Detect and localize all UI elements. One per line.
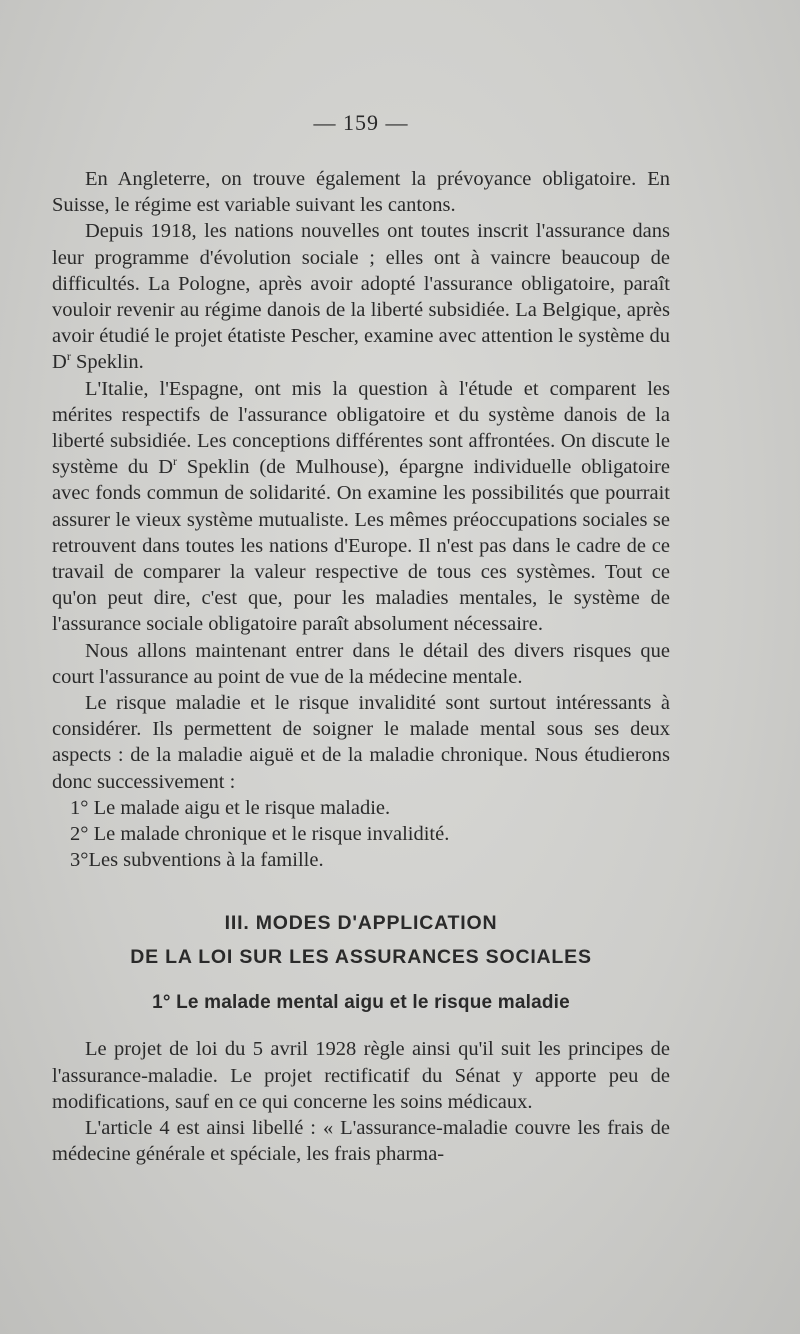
section-heading-line-2: DE LA LOI SUR LES ASSURANCES SOCIALES xyxy=(130,946,592,969)
doctor-abbrev-sup: r xyxy=(173,454,178,469)
paragraph-england-switzerland: En Angleterre, on trouve également la prévoyance obligatoire. En Suisse, le régime est variable suivant les cantons. xyxy=(52,168,670,217)
page-number: — 159 — xyxy=(313,110,409,135)
list-item: 2° Le malade chronique et le risque invalidité. xyxy=(70,823,450,846)
list-item: 3°Les subventions à la famille. xyxy=(70,849,324,872)
section-heading-line-1: III. MODES D'APPLICATION xyxy=(224,912,498,935)
paragraph-new-nations-end: Speklin. xyxy=(70,351,144,374)
list-item: 1° Le malade aigu et le risque maladie. xyxy=(70,796,391,819)
paragraph-risks-intro: Nous allons maintenant entrer dans le détail des divers risques que court l'assurance au point de vue de la médecine mentale. xyxy=(52,639,670,688)
doctor-abbrev-sup: r xyxy=(66,349,71,364)
paragraph-italy-spain-text: L'Italie, l'Espagne, ont mis la question à l'étude et comparent les mérites respectifs de l'assurance obligatoire et du système danois de la liberté subsidiée. Les conceptions différentes sont affrontées. On discute le système du D xyxy=(52,377,670,479)
paragraph-article-4: L'article 4 est ainsi libellé : « L'assurance-maladie couvre les frais de médecine générale et spéciale, les frais pharma- xyxy=(52,1117,670,1166)
paragraph-italy-spain-end: Speklin (de Mulhouse), épargne individuelle obligatoire avec fonds commun de solidarité. On examine les possibilités que pourrait assurer le vieux système mutualiste. Les mêmes préoccupations sociales se retrouvent dans toutes les nations d'Europe. Il n'est pas dans le cadre de ce travail de comparer la valeur respective de tous ces systèmes. Tout ce qu'on peut dire, c'est que, pour les maladies mentales, le système de l'assurance sociale obligatoire paraît absolument nécessaire. xyxy=(52,456,670,636)
paragraph-law-project: Le projet de loi du 5 avril 1928 règle ainsi qu'il suit les principes de l'assurance-maladie. Le projet rectificatif du Sénat y apporte peu de modifications, sauf en ce qui concerne les soins médicaux. xyxy=(52,1038,670,1113)
paragraph-italy-spain xyxy=(52,376,670,638)
subsection-heading: 1° Le malade mental aigu et le risque maladie xyxy=(152,992,570,1014)
paragraph-new-nations-text: Depuis 1918, les nations nouvelles ont toutes inscrit l'assurance dans leur programme d'évolution sociale ; elles ont à vaincre beaucoup de difficultés. La Pologne, après avoir adopté l'assurance obligatoire, paraît vouloir revenir au régime danois de la liberté subsidiée. La Belgique, après avoir étudié le projet étatiste Pescher, examine avec attention le système du D xyxy=(52,220,670,374)
paragraph-risk-types: Le risque maladie et le risque invalidité sont surtout intéressants à considérer. Ils permettent de soigner le malade mental sous ses deux aspects : de la maladie aiguë et de la maladie chronique. Nous étudierons donc successivement : xyxy=(52,692,670,793)
document-page xyxy=(52,110,670,1168)
paragraph-new-nations xyxy=(52,218,670,375)
